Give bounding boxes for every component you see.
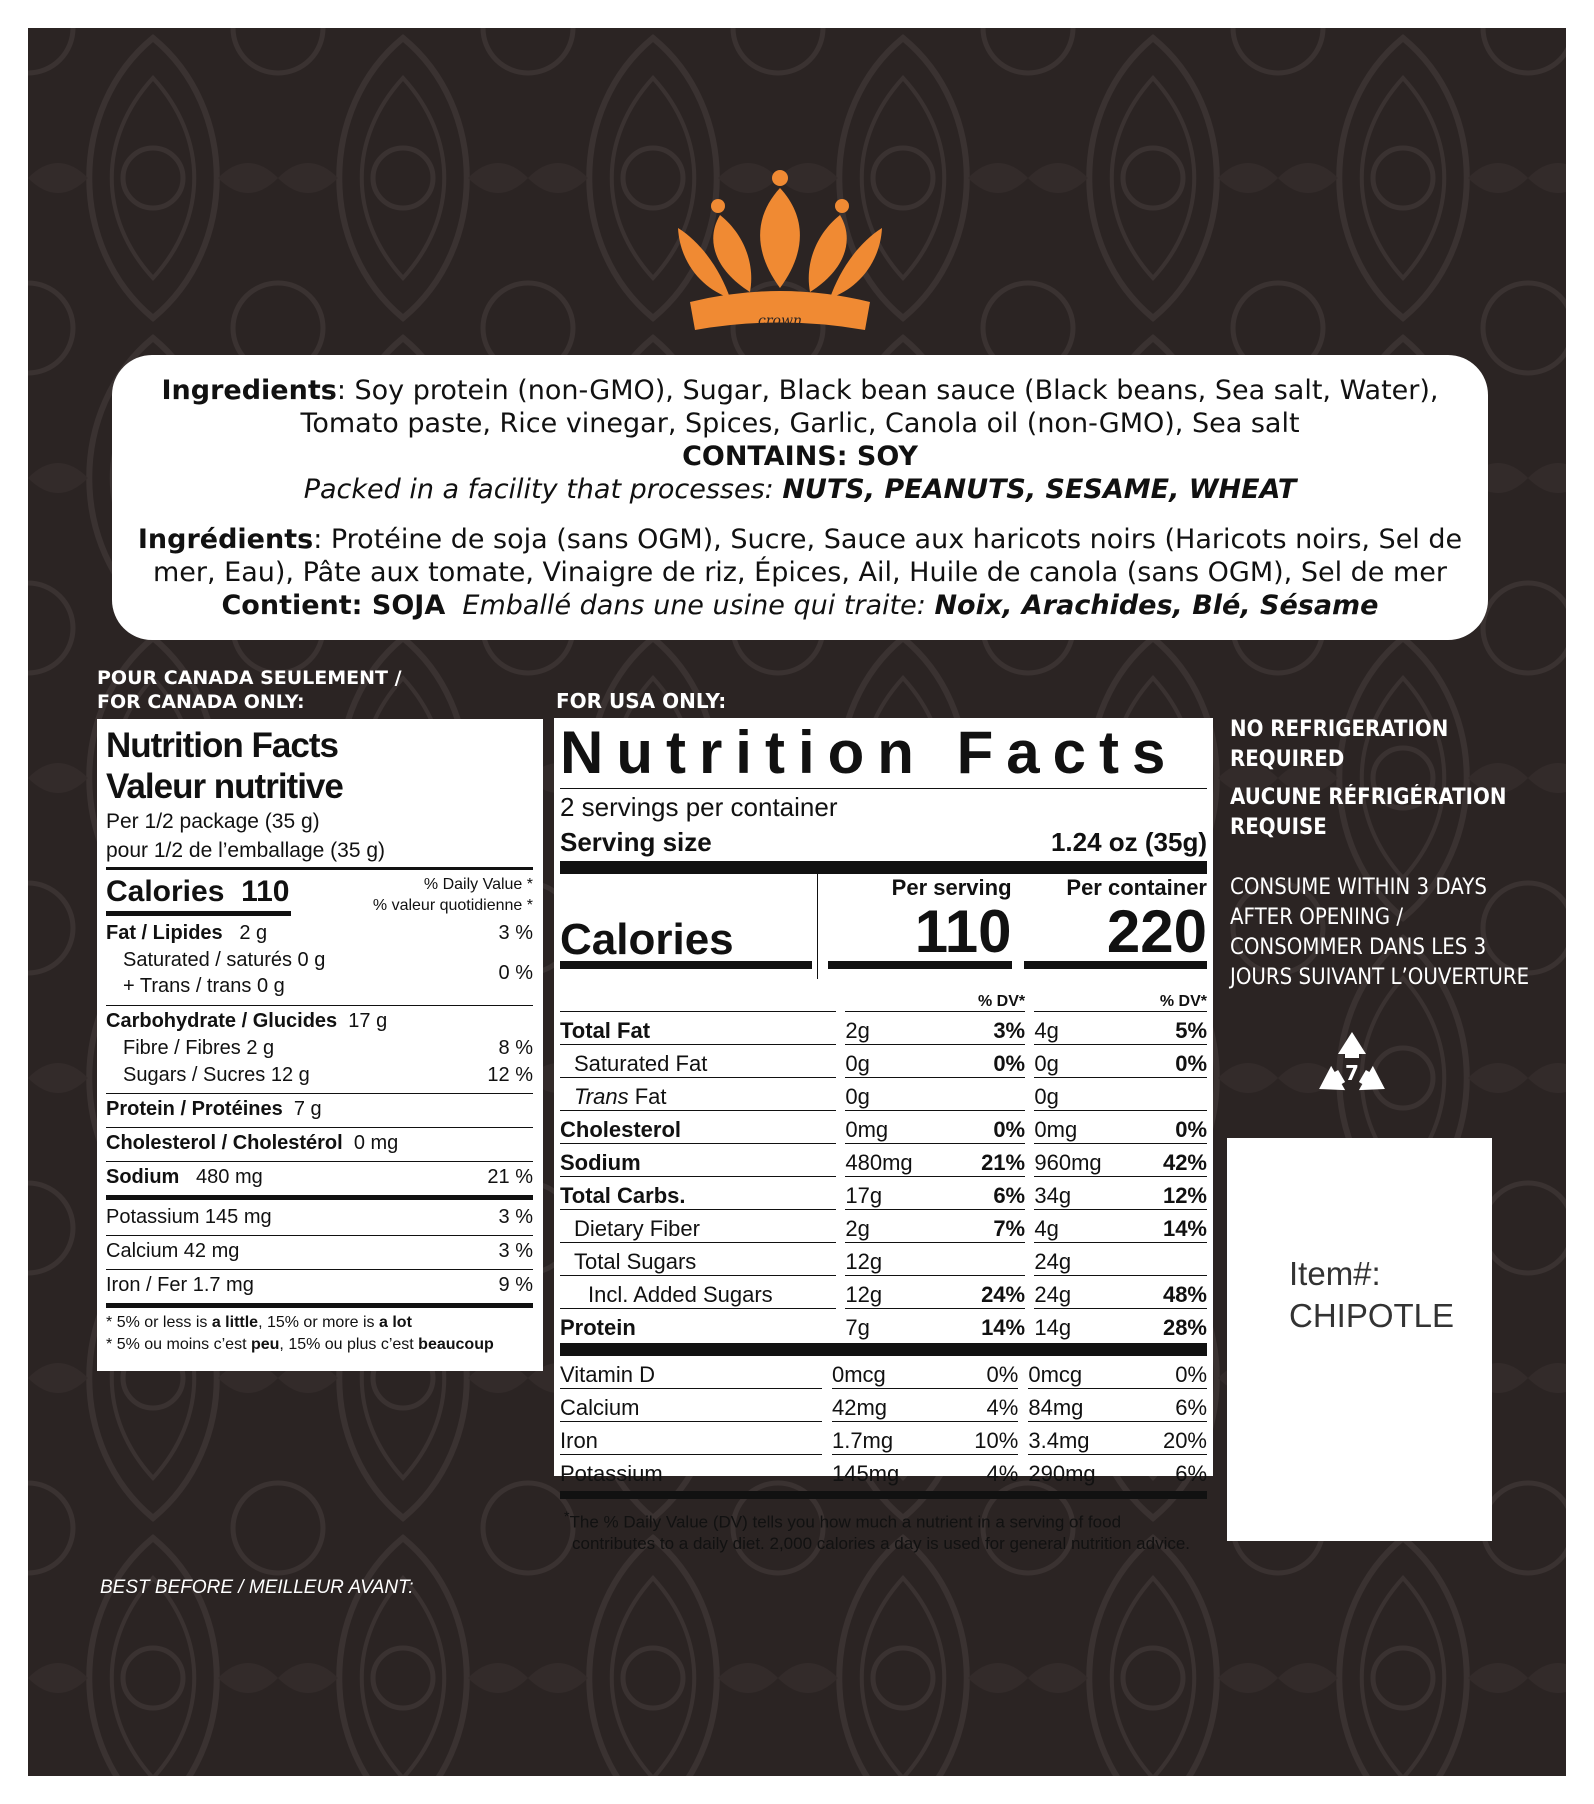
us-nutrient-row: Total Sugars 12g 24g xyxy=(560,1243,1207,1276)
us-vitamin-row: Calcium 42mg 4% 84mg 6% xyxy=(560,1389,1207,1422)
us-footnote: *The % Daily Value (DV) tells you how much a nutrient in a serving of food contributes to a daily diet. 2,000 calories a day is used for general nutrition advice. xyxy=(564,1509,1191,1553)
ingredients-en-line2: Tomato paste, Rice vinegar, Spices, Garlic, Canola oil (non-GMO), Sea salt xyxy=(300,408,1300,439)
ca-cholesterol-row: Cholesterol / Cholestérol 0 mg xyxy=(106,1127,533,1157)
svg-text:7: 7 xyxy=(1345,1061,1359,1085)
us-calories-block: Calories Per serving 110 Per container 220 xyxy=(560,874,1207,979)
item-number-box xyxy=(1227,1138,1492,1541)
ca-sat-trans-row: Saturated / saturés 0 g + Trans / trans 0 g 0 % xyxy=(123,949,533,997)
us-nutrient-row: Protein 7g 14% 14g 28% xyxy=(560,1309,1207,1342)
ca-serving-fr: pour 1/2 de l’emballage (35 g) xyxy=(106,836,533,870)
us-vitamin-row: Vitamin D 0mcg 0% 0mcg 0% xyxy=(560,1362,1207,1387)
no-refrigeration-text: NO REFRIGERATION REQUIRED xyxy=(1230,717,1449,772)
us-nutrient-row: Total Fat 2g 3% 4g 5% xyxy=(560,1012,1207,1045)
item-value: CHIPOTLE xyxy=(1289,1297,1455,1334)
ingredients-fr-line1: Ingrédients: Protéine de soja (sans OGM), Sucre, Sauce aux haricots noirs (Haricots noirs, Sel de xyxy=(137,524,1463,555)
facility-en: Packed in a facility that processes: NUTS, PEANUTS, SESAME, WHEAT xyxy=(303,474,1297,505)
usa-nutrition-label xyxy=(554,718,1213,1553)
ca-iron-row: Iron / Fer 1.7 mg 9 % xyxy=(106,1269,533,1299)
ca-calcium-row: Calcium 42 mg 3 % xyxy=(106,1235,533,1265)
us-title: Nutrition Facts xyxy=(560,719,1179,786)
us-nutrient-row: Trans Fat 0g 0g xyxy=(560,1078,1207,1111)
aucune-refrigeration-text: AUCUNE RÉFRIGÉRATION REQUISE xyxy=(1230,785,1507,840)
ingredients-fr-line2: mer, Eau), Pâte aux tomate, Vinaigre de riz, Épices, Ail, Huile de canola (sans OGM), Sel de mer xyxy=(152,557,1448,588)
best-before-label: BEST BEFORE / MEILLEUR AVANT: xyxy=(100,1577,414,1598)
canada-nutrition-label xyxy=(97,719,543,1371)
us-servings: 2 servings per container xyxy=(560,792,838,822)
us-nutrient-row: Incl. Added Sugars 12g 24% 24g 48% xyxy=(560,1276,1207,1309)
ca-title-fr: Valeur nutritive xyxy=(106,767,343,806)
ca-sodium-row: Sodium 480 mg 21 % xyxy=(106,1161,533,1191)
us-nutrient-table: % DV* % DV* Total Fat 2g 3% 4g 5% Saturated Fat 0g 0% 0g 0% Trans Fat 0g 0g Cholesterol 0mg 0% 0mg 0% Sodium 480mg 21% 960mg 42% Total Carbs. 17g 6% 34g 12% Dietary Fiber 2g 7% 4g 14% Total Sugars 12g 24g Incl. Added Sugars 12g 24% 24g 48% Protein 7g 14% 14g 28% xyxy=(560,993,1207,1340)
ca-sugars-row: Sugars / Sucres 12 g 12 % xyxy=(123,1064,533,1086)
ingredients-panel xyxy=(112,355,1488,640)
us-nutrient-row: Sodium 480mg 21% 960mg 42% xyxy=(560,1144,1207,1177)
us-vitamin-table xyxy=(560,1356,1207,1487)
us-nutrient-row: Total Carbs. 17g 6% 34g 12% xyxy=(560,1177,1207,1210)
ca-protein-row: Protein / Protéines 7 g xyxy=(106,1093,533,1123)
canada-header: POUR CANADA SEULEMENT / FOR CANADA ONLY: xyxy=(97,667,402,713)
us-nutrient-row: Dietary Fiber 2g 7% 4g 14% xyxy=(560,1210,1207,1243)
ca-calories-row: Calories 110 % Daily Value * % valeur quotidienne * xyxy=(106,875,533,914)
item-label: Item#: xyxy=(1289,1255,1381,1292)
ca-potassium-row: Potassium 145 mg 3 % xyxy=(106,1195,533,1231)
us-nutrient-row: Saturated Fat 0g 0% 0g 0% xyxy=(560,1045,1207,1078)
recycle-icon xyxy=(1310,1028,1394,1112)
us-serving-size: Serving size 1.24 oz (35g) xyxy=(560,827,1207,857)
ca-title-en: Nutrition Facts xyxy=(106,726,338,765)
us-vitamin-row: Potassium 145mg 4% 290mg 6% xyxy=(560,1455,1207,1488)
ca-fibre-row: Fibre / Fibres 2 g 8 % xyxy=(123,1037,533,1059)
crown-logo xyxy=(660,170,900,350)
contains-en: CONTAINS: SOY xyxy=(682,441,918,472)
contains-fr: Contient: SOJA Emballé dans une usine qui traite: Noix, Arachides, Blé, Sésame xyxy=(221,590,1379,621)
logo-text: crown xyxy=(758,313,802,329)
ca-serving-en: Per 1/2 package (35 g) xyxy=(106,810,320,833)
ingredients-en-line1: Ingredients: Soy protein (non-GMO), Sugar, Black bean sauce (Black beans, Sea salt, Water), xyxy=(161,375,1439,406)
us-vitamin-row: Iron 1.7mg 10% 3.4mg 20% xyxy=(560,1422,1207,1455)
us-nutrient-row: Cholesterol 0mg 0% 0mg 0% xyxy=(560,1111,1207,1144)
ca-carb-row: Carbohydrate / Glucides 17 g xyxy=(106,1005,533,1035)
usa-header: FOR USA ONLY: xyxy=(556,689,727,713)
ca-footnote: * 5% or less is a little, 15% or more is a lot * 5% ou moins c’est peu, 15% ou plus c’est beaucoup xyxy=(106,1314,494,1353)
consume-within-text: CONSUME WITHIN 3 DAYS AFTER OPENING / CONSOMMER DANS LES 3 JOURS SUIVANT L’OUVERTURE xyxy=(1230,875,1530,990)
ca-fat-row: Fat / Lipides 2 g 3 % xyxy=(106,922,533,944)
